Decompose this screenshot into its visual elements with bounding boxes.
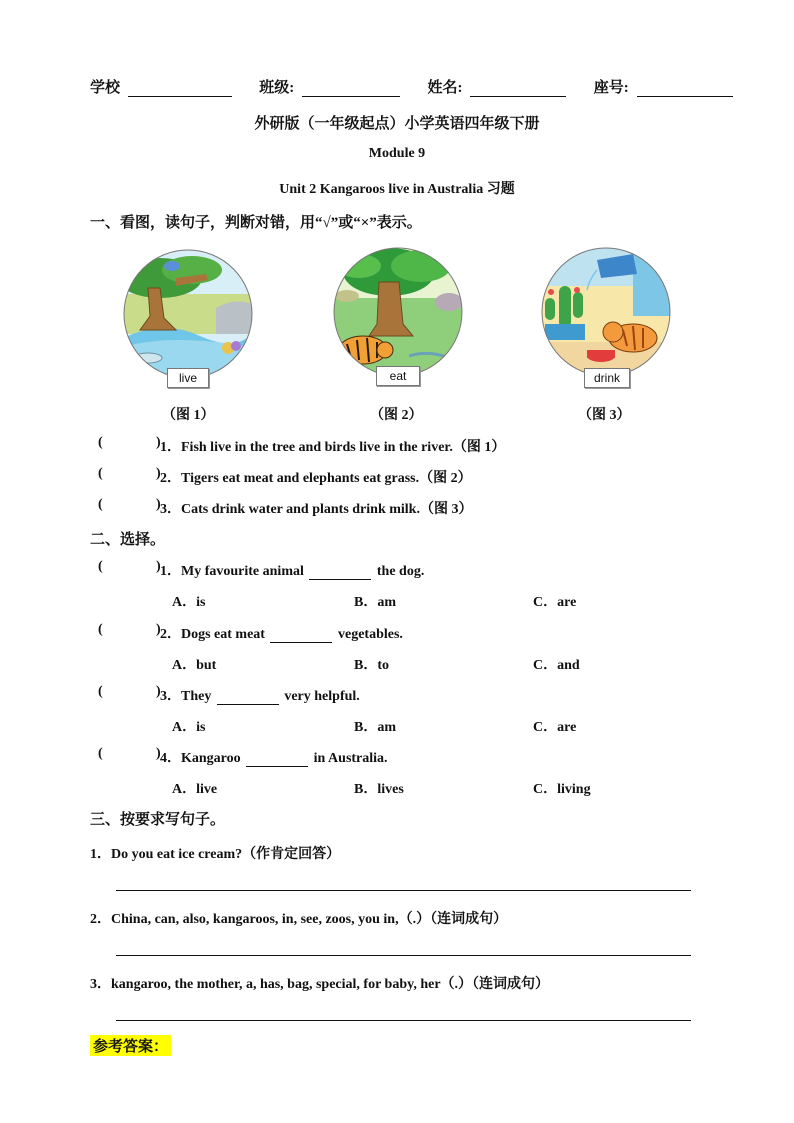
worksheet-title: 外研版（一年级起点）小学英语四年级下册 xyxy=(254,116,540,132)
figure-3-cat-cactus-image xyxy=(537,246,675,388)
choice-1-option-c[interactable]: C．are xyxy=(533,595,577,610)
choice-answer-box-4[interactable]: ( ) xyxy=(98,746,161,761)
name-blank[interactable] xyxy=(470,80,566,97)
writing-answer-line-3[interactable] xyxy=(116,1020,691,1021)
choice-question-1: 1．My favourite animal the dog. xyxy=(160,564,425,579)
figure-2-word-tag: eat xyxy=(376,366,420,386)
seat-blank[interactable] xyxy=(637,80,733,97)
choice-4-option-b[interactable]: B．lives xyxy=(354,782,404,797)
choice-answer-box-1[interactable]: ( ) xyxy=(98,559,161,574)
writing-question-3: 3．kangaroo, the mother, a, has, bag, special, for baby, her（.）（连词成句） xyxy=(90,977,550,992)
choice-question-3: 3．They very helpful. xyxy=(160,689,360,704)
figure-2-caption: （图 2） xyxy=(370,408,423,423)
judge-question-3: 3．Cats drink water and plants drink milk.（图 3） xyxy=(160,502,473,517)
class-blank[interactable] xyxy=(302,80,400,97)
writing-question-2: 2．China, can, also, kangaroos, in, see, zoos, you in,（.）（连词成句） xyxy=(90,912,508,927)
choice-4-option-c[interactable]: C．living xyxy=(533,782,591,797)
school-blank[interactable] xyxy=(128,80,232,97)
writing-answer-line-1[interactable] xyxy=(116,890,691,891)
writing-answer-line-2[interactable] xyxy=(116,955,691,956)
choice-3-option-b[interactable]: B．am xyxy=(354,720,396,735)
choice-4-option-a[interactable]: A．live xyxy=(172,782,218,797)
choice-answer-box-2[interactable]: ( ) xyxy=(98,622,161,637)
section1-heading: 一、看图，读句子，判断对错，用“√”或“×”表示。 xyxy=(90,215,422,231)
answer-key-label: 参考答案： xyxy=(90,1035,171,1056)
choice-blank-4[interactable] xyxy=(246,753,308,767)
judge-answer-box-2[interactable]: ( ) xyxy=(98,466,161,481)
school-label: 学校 xyxy=(90,80,121,96)
judge-question-1: 1．Fish live in the tree and birds live in the river.（图 1） xyxy=(160,440,506,455)
section2-heading: 二、选择。 xyxy=(90,532,166,548)
choice-blank-2[interactable] xyxy=(270,629,332,643)
figure-3-word-tag: drink xyxy=(584,368,630,388)
class-label: 班级: xyxy=(259,80,295,96)
judge-answer-box-3[interactable]: ( ) xyxy=(98,497,161,512)
choice-blank-1[interactable] xyxy=(309,566,371,580)
choice-2-option-c[interactable]: C．and xyxy=(533,658,580,673)
choice-answer-box-3[interactable]: ( ) xyxy=(98,684,161,699)
choice-1-option-b[interactable]: B．am xyxy=(354,595,396,610)
choice-1-option-a[interactable]: A．is xyxy=(172,595,206,610)
choice-question-2: 2．Dogs eat meat vegetables. xyxy=(160,627,403,642)
section3-heading: 三、按要求写句子。 xyxy=(90,812,226,828)
module-title: Module 9 xyxy=(368,146,426,161)
figure-1-caption: （图 1） xyxy=(162,408,215,423)
figure-1-word-tag: live xyxy=(167,368,209,388)
choice-blank-3[interactable] xyxy=(217,691,279,705)
unit-title: Unit 2 Kangaroos live in Australia 习题 xyxy=(279,182,515,197)
choice-2-option-b[interactable]: B．to xyxy=(354,658,389,673)
name-label: 姓名: xyxy=(427,80,463,96)
judge-answer-box-1[interactable]: ( ) xyxy=(98,435,161,450)
choice-3-option-a[interactable]: A．is xyxy=(172,720,206,735)
writing-question-1: 1．Do you eat ice cream?（作肯定回答） xyxy=(90,847,341,862)
choice-3-option-c[interactable]: C．are xyxy=(533,720,577,735)
choice-question-4: 4．Kangaroo in Australia. xyxy=(160,751,388,766)
judge-question-2: 2．Tigers eat meat and elephants eat grass.（图 2） xyxy=(160,471,472,486)
student-info-row xyxy=(90,76,739,97)
seat-label: 座号: xyxy=(593,80,629,96)
choice-2-option-a[interactable]: A．but xyxy=(172,658,217,673)
figure-3-caption: （图 3） xyxy=(578,408,631,423)
